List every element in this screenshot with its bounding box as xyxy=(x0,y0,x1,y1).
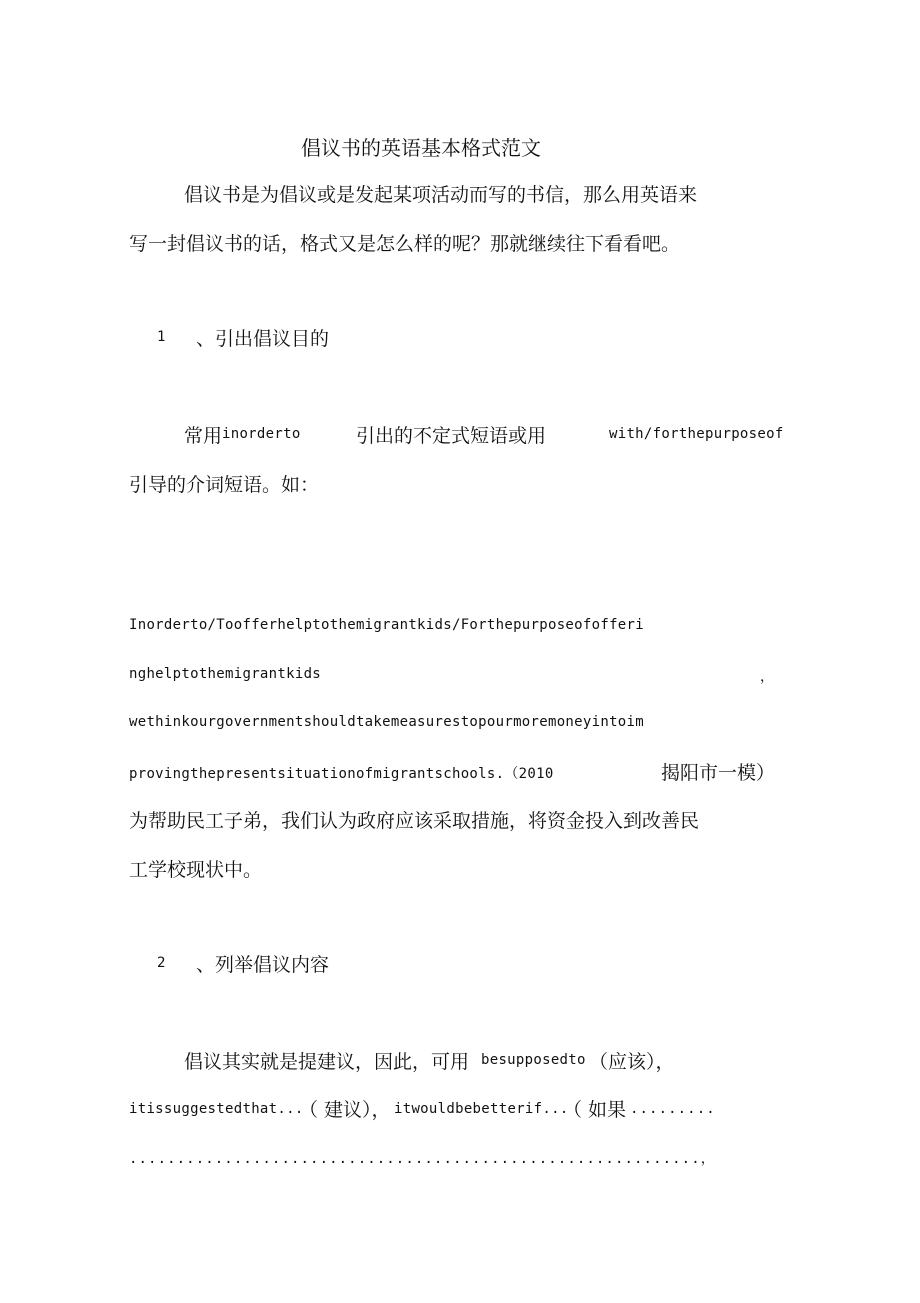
section-1-number: 1 xyxy=(157,329,166,345)
document-title: 倡议书的英语基本格式范文 xyxy=(301,136,541,160)
example-line-3: wethinkourgovernmentshouldtakemeasurestopourmoremoneyintoim xyxy=(129,714,644,730)
section-2-line2-c: itwouldbebetterif... xyxy=(394,1101,569,1117)
example-line-4: provingthepresentsituationofmigrantschools.（2010 xyxy=(129,766,554,782)
section-2-line2-b: （ 建议）， xyxy=(299,1099,391,1121)
section-1-text-a: 常用 xyxy=(184,425,223,447)
section-2-number: 2 xyxy=(157,955,166,971)
section-1-heading: 、引出倡议目的 xyxy=(196,328,330,350)
example-line-1: Inorderto/Toofferhelptothemigrantkids/Forthepurposeofofferi xyxy=(129,617,644,633)
translation-line-1: 为帮助民工子弟，我们认为政府应该采取措施，将资金投入到改善民 xyxy=(129,810,700,832)
example-line-2: nghelptothemigrantkids xyxy=(129,666,322,682)
section-2-text-c: （应该）， xyxy=(589,1051,675,1073)
example-source: 揭阳市一模） xyxy=(661,762,776,784)
intro-line-2: 写一封倡议书的话，格式又是怎么样的呢？那就继续往下看看吧。 xyxy=(129,233,681,255)
section-1-text-b: inorderto xyxy=(222,426,301,442)
section-2-heading: 、列举倡议内容 xyxy=(196,954,330,976)
section-1-text-line2: 引导的介词短语。如： xyxy=(129,474,320,496)
translation-line-2: 工学校现状中。 xyxy=(129,859,263,881)
section-2-line2-a: itissuggestedthat... xyxy=(129,1101,304,1117)
section-2-text-a: 倡议其实就是提建议，因此，可用 xyxy=(184,1051,470,1073)
intro-line-1: 倡议书是为倡议或是发起某项活动而写的书信，那么用英语来 xyxy=(184,184,698,206)
section-2-text-b: besupposedto xyxy=(481,1052,586,1068)
section-2-line2-e: ......... xyxy=(630,1101,716,1117)
example-line-2-comma: ， xyxy=(760,669,775,685)
section-1-text-d: with/forthepurposeof xyxy=(609,426,784,442)
section-2-line2-d: （ 如果 xyxy=(563,1099,627,1121)
section-1-text-c: 引出的不定式短语或用 xyxy=(356,425,547,447)
section-2-line3: ............................................................， xyxy=(129,1151,716,1167)
